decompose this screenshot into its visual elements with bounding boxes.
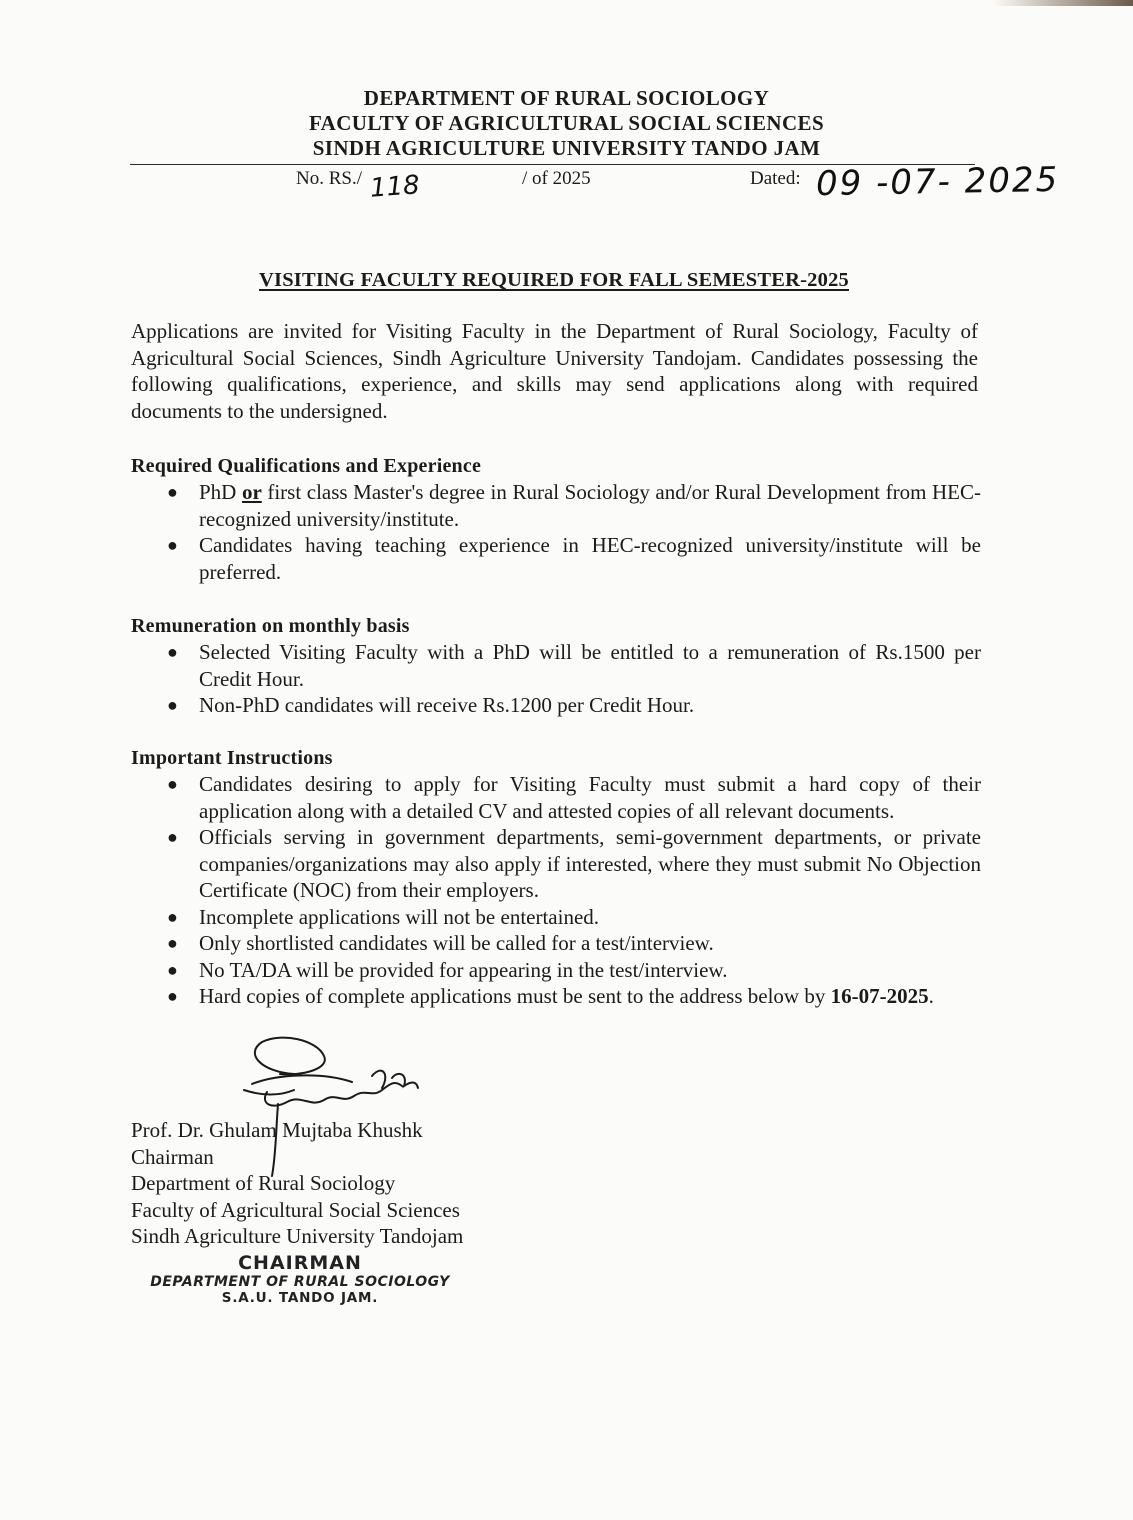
- signatory-block: [131, 1117, 463, 1250]
- department-name: DEPARTMENT OF RURAL SOCIOLOGY: [363, 86, 770, 110]
- official-stamp: [150, 1252, 450, 1306]
- stamp-title: CHAIRMAN: [238, 1252, 362, 1274]
- university-name: SINDH AGRICULTURE UNIVERSITY TANDO JAM: [312, 136, 821, 160]
- bullet-icon: ●: [167, 642, 178, 662]
- dated-label: Dated:: [750, 168, 801, 189]
- bullet-icon: ●: [167, 986, 178, 1006]
- stamp-location: S.A.U. TANDO JAM.: [221, 1290, 379, 1306]
- section-heading: Required Qualifications and Experience: [131, 455, 482, 477]
- signatory-department: Department of Rural Sociology: [131, 1171, 396, 1195]
- signatory-name: Prof. Dr. Ghulam Mujtaba Khushk: [131, 1118, 423, 1142]
- or-emphasis: or: [241, 480, 262, 504]
- bullet-icon: ●: [167, 933, 178, 953]
- instructions-list: [131, 771, 981, 1010]
- page-edge-shadow: [993, 0, 1133, 6]
- stamp-department: DEPARTMENT OF RURAL SOCIOLOGY: [150, 1274, 450, 1290]
- bullet-icon: ●: [167, 482, 178, 502]
- bullet-icon: ●: [167, 959, 178, 980]
- reference-row: [0, 159, 1133, 206]
- list-item: ● Incomplete applications will not be entertained.: [167, 904, 600, 929]
- notice-title: VISITING FACULTY REQUIRED FOR FALL SEMESTER-2025: [259, 269, 849, 291]
- bullet-icon: ●: [167, 774, 178, 794]
- section-heading: Remuneration on monthly basis: [131, 615, 410, 637]
- signatory-role: Chairman: [131, 1144, 214, 1169]
- deadline-date: 16-07-2025: [830, 984, 929, 1008]
- reference-number-handwritten: 118: [369, 170, 421, 204]
- signatory-faculty: Faculty of Agricultural Social Sciences: [131, 1197, 460, 1222]
- qualifications-list: [131, 479, 981, 585]
- qualifications-section: [131, 453, 981, 585]
- list-item: ● PhD or first class Master's degree in Rural Sociology and/or Rural Development from HEC-recognized university/institute.: [167, 480, 981, 531]
- signatory-university: Sindh Agriculture University Tandojam: [131, 1224, 464, 1248]
- bullet-icon: ●: [167, 827, 178, 847]
- dated-handwritten: 09 -07- 2025: [815, 159, 1060, 205]
- list-item: ● Officials serving in government departments, semi-government departments, or private companies/organizations may also apply if interested, where they must submit No Objection Certificate (NOC) from their employers.: [167, 825, 981, 902]
- list-item: ● Selected Visiting Faculty with a PhD will be entitled to a remuneration of Rs.1500 per Credit Hour.: [167, 640, 981, 691]
- reference-year: / of 2025: [522, 168, 591, 189]
- faculty-name: FACULTY OF AGRICULTURAL SOCIAL SCIENCES: [308, 111, 825, 135]
- bullet-icon: ●: [167, 535, 178, 555]
- list-item: ● Non-PhD candidates will receive Rs.1200 per Credit Hour.: [167, 693, 695, 717]
- intro-paragraph: Applications are invited for Visiting Faculty in the Department of Rural Sociology, Faculty of Agricultural Social Sciences, Sindh Agriculture University Tandojam. Candidates possessing the following qualifications, experience, and skills may send applications along with required documents to the undersigned.: [131, 319, 978, 423]
- list-item: ● No TA/DA will be provided for appearing in the test/interview.: [167, 957, 728, 982]
- remuneration-section: [131, 613, 981, 719]
- bullet-icon: ●: [167, 906, 178, 927]
- list-item: ● Candidates having teaching experience in HEC-recognized university/institute will be preferred.: [167, 533, 981, 584]
- section-heading: Important Instructions: [131, 747, 333, 769]
- remuneration-list: [131, 639, 981, 719]
- letterhead: [0, 86, 1133, 161]
- instructions-section: [131, 745, 981, 1010]
- list-item: ● Candidates desiring to apply for Visiting Faculty must submit a hard copy of their application along with a detailed CV and attested copies of all relevant documents.: [167, 772, 981, 823]
- list-item: ● Only shortlisted candidates will be called for a test/interview.: [167, 931, 714, 955]
- reference-number-label: No. RS./: [296, 168, 362, 189]
- list-item: ● Hard copies of complete applications must be sent to the address below by 16-07-2025.: [167, 984, 934, 1008]
- bullet-icon: ●: [167, 695, 178, 715]
